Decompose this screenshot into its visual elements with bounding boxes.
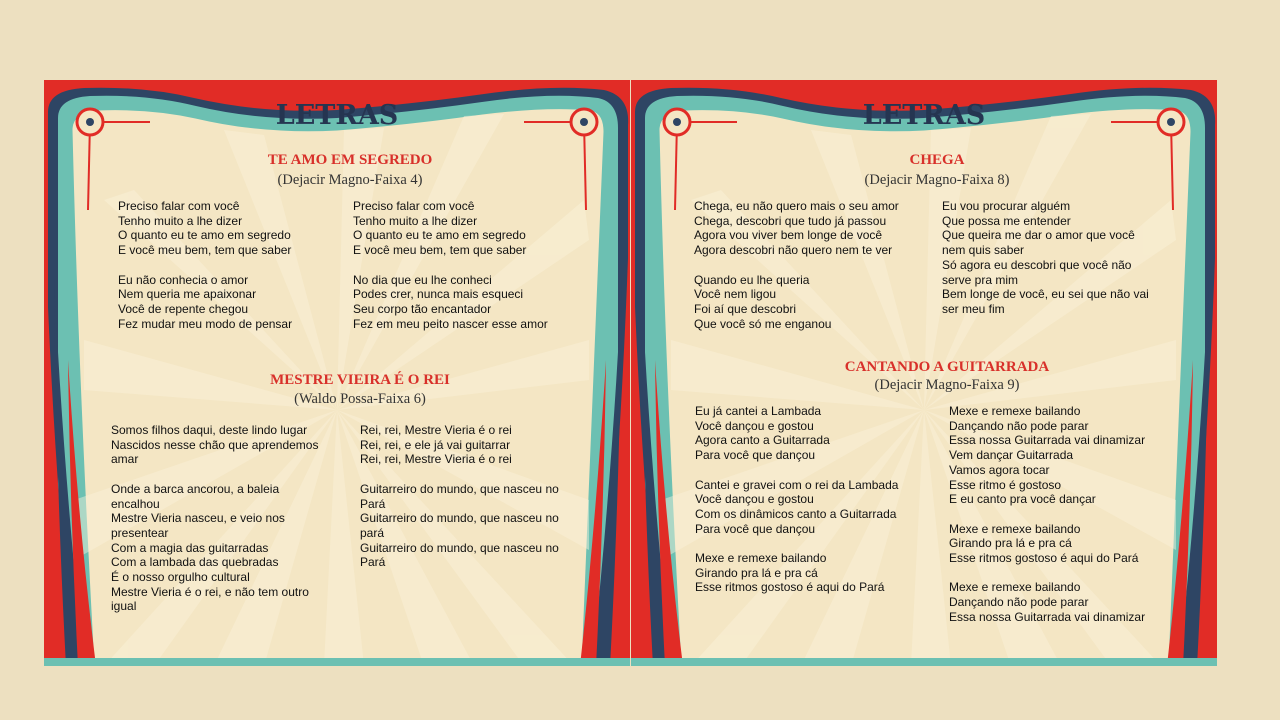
page-heading: LETRAS [862,100,986,131]
song-author: (Waldo Possa-Faixa 6) [294,391,426,407]
lyrics-column: Somos filhos daqui, deste lindo lugar Nascidos nesse chão que aprendemos amar Onde a barca ancorou, a baleia encalhou Mestre Vieria nasceu, e veio nos presentear Com a magia das guitarradas Com a lambada das quebradas É o nosso orgulho cultural Mestre Vieria é o rei, e não tem outro igual [111,423,319,614]
right-page [631,80,1217,666]
left-page [44,80,630,666]
song-title: CANTANDO A GUITARRADA [844,359,1050,375]
song-author: (Dejacir Magno-Faixa 9) [874,377,1020,393]
song-author: (Dejacir Magno-Faixa 8) [864,172,1010,188]
lyrics-column: Eu vou procurar alguém Que possa me entender Que queira me dar o amor que você nem quis saber Só agora eu descobri que você não serve pra mim Bem longe de você, eu sei que não vai ser meu fim [942,199,1149,316]
lyrics-column: Preciso falar com você Tenho muito a lhe dizer O quanto eu te amo em segredo E você meu bem, tem que saber Eu não conhecia o amor Nem queria me apaixonar Você de repente chegou Fez mudar meu modo de pensar [118,199,293,331]
song-title: CHEGA [909,152,965,168]
lyrics-booklet [44,80,1217,666]
lyrics-column: Rei, rei, Mestre Vieria é o rei Rei, rei, e ele já vai guitarrar Rei, rei, Mestre Vieria é o rei Guitarreiro do mundo, que nasceu no Pará Guitarreiro do mundo, que nasceu no pará Guitarreiro do mundo, que nasceu no Pará [360,423,559,570]
song-title: MESTRE VIEIRA É O REI [270,372,450,388]
song-title: TE AMO EM SEGREDO [267,152,433,168]
song-author: (Dejacir Magno-Faixa 4) [277,172,423,188]
lyrics-column: Preciso falar com você Tenho muito a lhe dizer O quanto eu te amo em segredo E você meu bem, tem que saber No dia que eu lhe conheci Podes crer, nunca mais esqueci Seu corpo tão encantador Fez em meu peito nascer esse amor [353,199,548,331]
lyrics-column: Eu já cantei a Lambada Você dançou e gostou Agora canto a Guitarrada Para você que dançou Cantei e gravei com o rei da Lambada Você dançou e gostou Com os dinâmicos canto a Guitarrada Para você que dançou Mexe e remexe bailando Girando pra lá e pra cá Esse ritmos gostoso é aqui do Pará [695,404,899,595]
lyrics-column: Mexe e remexe bailando Dançando não pode parar Essa nossa Guitarrada vai dinamizar Vem dançar Guitarrada Vamos agora tocar Esse ritmo é gostoso E eu canto pra você dançar Mexe e remexe bailando Girando pra lá e pra cá Esse ritmos gostoso é aqui do Pará Mexe e remexe bailando Dançando não pode parar Essa nossa Guitarrada vai dinamizar [949,404,1146,624]
page-heading: LETRAS [275,100,399,131]
lyrics-column: Chega, eu não quero mais o seu amor Chega, descobri que tudo já passou Agora vou viver bem longe de você Agora descobri não quero nem te ver Quando eu lhe queria Você nem ligou Foi aí que descobri Que você só me enganou [694,199,899,331]
